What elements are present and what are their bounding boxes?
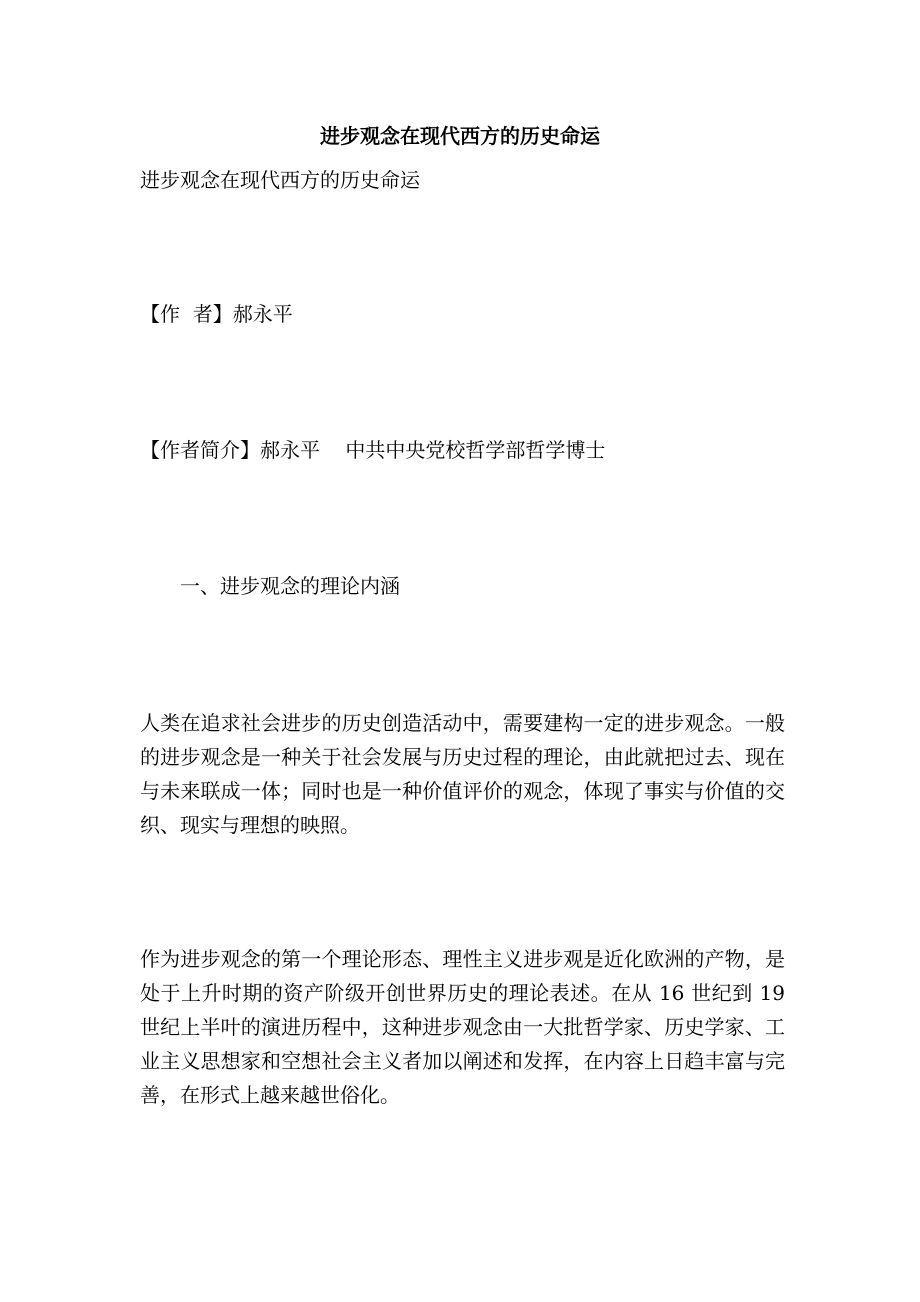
body-paragraph: 作为进步观念的第一个理论形态、理性主义进步观是近化欧洲的产物，是处于上升时期的资产阶级开创世界历史的理论表述。在从 16 世纪到 19 世纪上半叶的演进历程中，这种进步观念由一大批哲学家、历史学家、工业主义思想家和空想社会主义者加以阐述和发挥，在内容上日趋丰富与完善，在形式上越来越世俗化。 xyxy=(140,947,785,1107)
body-paragraph: 人类在追求社会进步的历史创造活动中，需要建构一定的进步观念。一般的进步观念是一种关于社会发展与历史过程的理论，由此就把过去、现在与未来联成一体；同时也是一种价值评价的观念，体现了事实与价值的交织、现实与理想的映照。 xyxy=(140,711,785,837)
author-bio-line: 【作者简介】郝永平 中共中央党校哲学部哲学博士 xyxy=(140,438,606,462)
section-heading: 一、进步观念的理论内涵 xyxy=(180,574,400,598)
author-line: 【作 者】郝永平 xyxy=(140,302,293,326)
document-title: 进步观念在现代西方的历史命运 xyxy=(320,124,600,148)
document-subtitle: 进步观念在现代西方的历史命运 xyxy=(140,168,420,192)
